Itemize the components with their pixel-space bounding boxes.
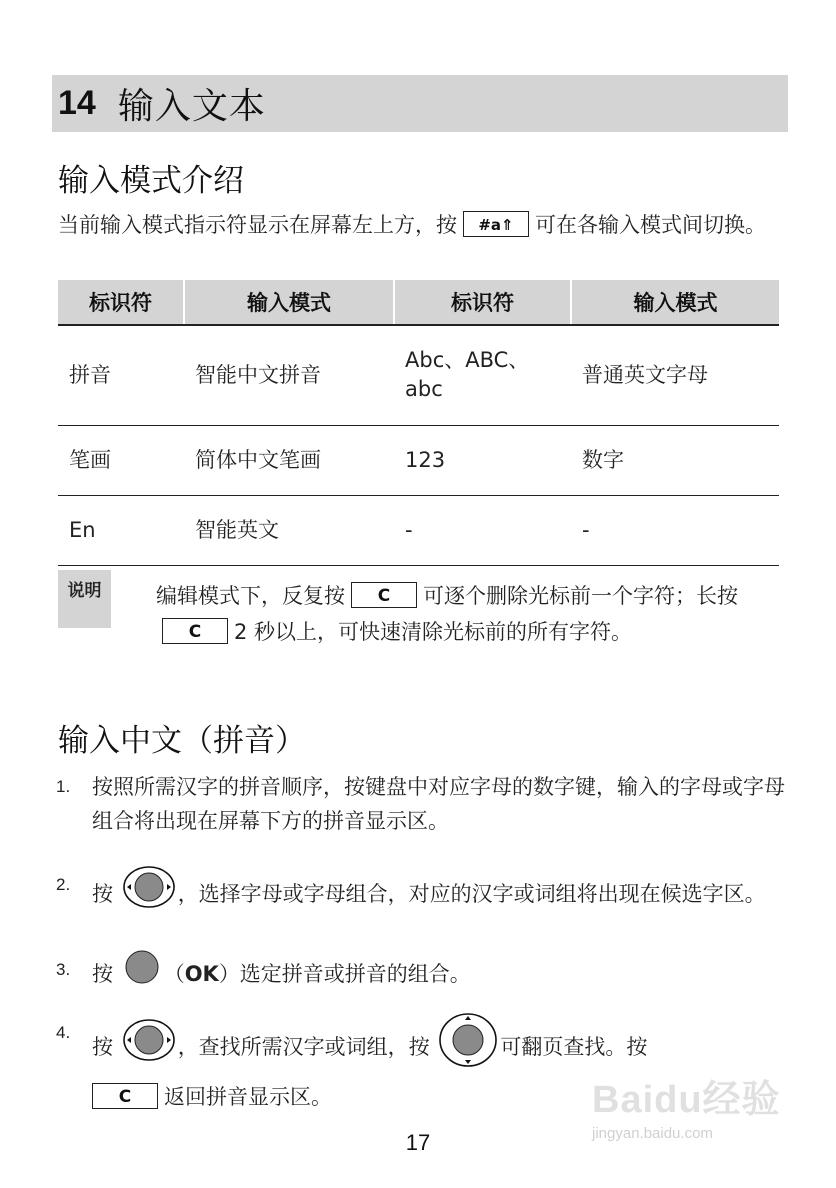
table-cell: 数字 [571,425,779,495]
c-key-icon: C [92,1083,158,1109]
step-text: ，查找所需汉字或词组，按 [177,1035,430,1059]
table-header-row [58,280,779,325]
step-text: 按 [92,962,113,986]
note-part1: 编辑模式下，反复按 [156,584,345,608]
step-text: （ [163,962,185,986]
step-text: 可翻页查找。按 [500,1035,648,1059]
navigation-key-icon [122,865,176,919]
ok-key-icon [122,950,162,994]
watermark-logo: Baidu经验 [592,1079,781,1121]
table-cell: 拼音 [58,325,184,425]
list-item [56,953,786,997]
intro-text-before: 当前输入模式指示符显示在屏幕左上方，按 [58,213,457,237]
step-text: 按 [92,882,113,906]
section-title-input-modes: 输入模式介绍 [58,163,244,199]
header-indicator-1: 标识符 [58,280,184,325]
chapter-title: 输入文本 [117,86,266,127]
table-cell: En [58,495,184,565]
step-number: 1. [56,777,71,796]
table-cell: Abc、ABC、abc [394,325,571,425]
table-cell: 123 [394,425,571,495]
step-text: 按照所需汉字的拼音顺序，按键盘中对应字母的数字键，输入的字母或字母组合将出现在屏幕下方的拼音显示区。 [92,775,785,833]
table-row [58,425,779,495]
table-cell: - [571,495,779,565]
step-text: ，选择字母或字母组合，对应的汉字或词组将出现在候选字区。 [177,882,766,906]
section-title-pinyin: 输入中文（拼音） [58,723,306,759]
chapter-number: 14 [58,84,96,122]
step-body [92,868,786,922]
header-mode-2: 输入模式 [571,280,779,325]
list-item [56,770,786,838]
table-cell: 笔画 [58,425,184,495]
intro-text-after: 可在各输入模式间切换。 [535,213,766,237]
c-key-icon: C [162,618,228,644]
step-body [92,953,786,997]
hash-key-icon: #a⇑ [463,211,529,237]
table-row [58,495,779,565]
input-mode-table [58,280,779,566]
header-indicator-2: 标识符 [394,280,571,325]
table-cell: 普通英文字母 [571,325,779,425]
table-cell: 简体中文笔画 [184,425,394,495]
step-text: ）选定拼音或拼音的组合。 [218,962,471,986]
watermark-url: jingyan.baidu.com [592,1125,713,1142]
ok-label: OK [184,962,219,986]
step-number: 4. [56,1023,71,1042]
intro-paragraph [58,208,782,242]
table-cell: - [394,495,571,565]
table-row [58,325,779,425]
step-text: 按 [92,1035,113,1059]
page-number: 17 [405,1130,431,1155]
step-number: 2. [56,875,71,894]
note-text [156,578,782,650]
step-number: 3. [56,960,71,979]
note-part3: 2 秒以上，可快速清除光标前的所有字符。 [234,620,633,644]
navigation-key-icon [122,1018,176,1072]
table-cell: 智能英文 [184,495,394,565]
note-part2: 可逐个删除光标前一个字符；长按 [423,584,738,608]
table-cell: 智能中文拼音 [184,325,394,425]
list-item [56,868,786,922]
navigation-updown-key-icon [438,1013,498,1077]
note-label: 说明 [58,570,111,628]
step-text: 返回拼音显示区。 [164,1085,332,1109]
header-mode-1: 输入模式 [184,280,394,325]
chapter-header [52,75,788,132]
c-key-icon: C [351,582,417,608]
